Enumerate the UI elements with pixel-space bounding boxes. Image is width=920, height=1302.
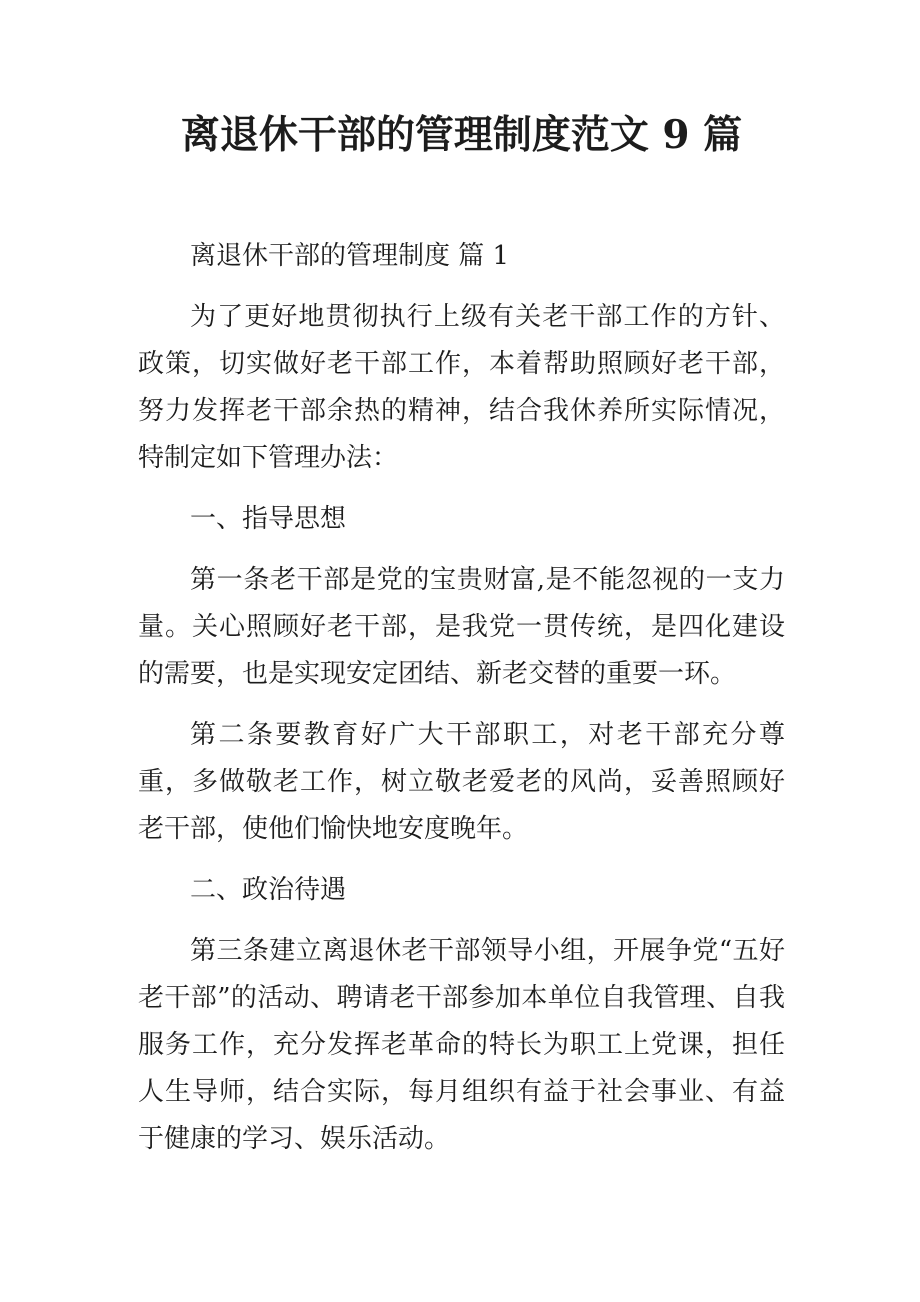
article-subtitle: 离退休干部的管理制度 篇 1 bbox=[190, 241, 510, 271]
paragraph: 第三条建立离退休老干部领导小组，开展争党“五好老干部”的活动、聘请老干部参加本单位自我管理、自我服务工作，充分发挥老革命的特长为职工上党课，担任人生导师，结合实际，每月组织有益于社会事业、有益于健康的学习、娱乐活动。 bbox=[138, 936, 785, 1154]
document-title: 离退休干部的管理制度范文 9 篇 bbox=[180, 112, 743, 158]
section-heading: 一、指导思想 bbox=[190, 504, 347, 534]
document-body bbox=[138, 233, 785, 1163]
paragraph: 第二条要教育好广大干部职工，对老干部充分尊重，多做敬老工作，树立敬老爱老的风尚，妥善照顾好老干部，使他们愉快地安度晚年。 bbox=[138, 720, 785, 844]
paragraph: 第一条老干部是党的宝贵财富,是不能忽视的一支力量。关心照顾好老干部，是我党一贯传统，是四化建设的需要，也是实现安定团结、新老交替的重要一环。 bbox=[138, 565, 785, 689]
section-heading: 二、政治待遇 bbox=[190, 875, 347, 905]
paragraph: 为了更好地贯彻执行上级有关老干部工作的方针、政策，切实做好老干部工作，本着帮助照顾好老干部，努力发挥老干部余热的精神，结合我休养所实际情况，特制定如下管理办法： bbox=[138, 302, 785, 473]
